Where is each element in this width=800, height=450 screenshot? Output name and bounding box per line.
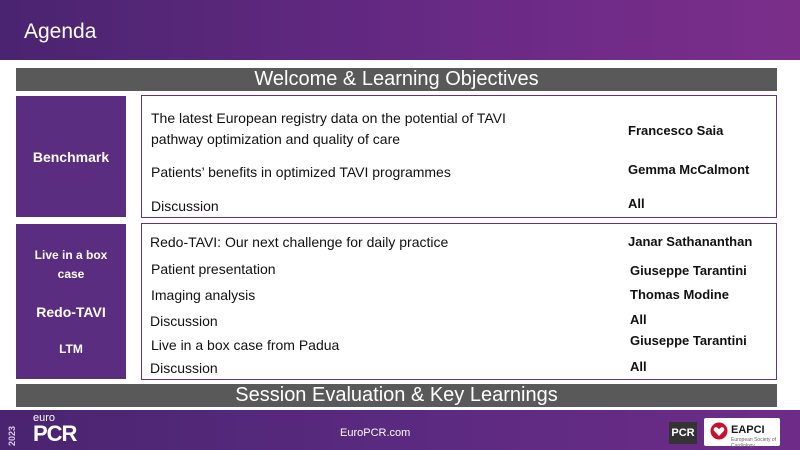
talk-title: Redo-TAVI: Our next challenge for daily practice (150, 234, 449, 250)
benchmark-label-block (16, 96, 126, 217)
live-label-line2: case (57, 267, 85, 281)
eapci-subtext: European Society of Cardiology (731, 437, 777, 449)
talk-title: Imaging analysis (151, 287, 256, 303)
pcr-badge: PCR (669, 422, 697, 444)
speaker-name: Gemma McCalmont (628, 162, 750, 177)
logo-year: 2023 (7, 425, 17, 446)
logo-euro: euro (33, 412, 56, 424)
title-bar (0, 0, 800, 60)
talk-title: Live in a box case from Padua (151, 337, 340, 353)
live-label-block (16, 224, 126, 379)
speaker-name: All (630, 312, 647, 327)
talk-title: Discussion (151, 198, 219, 214)
footer-url: EuroPCR.com (340, 427, 411, 439)
speaker-name: Janar Sathananthan (628, 234, 753, 249)
talk-title: Discussion (150, 360, 218, 376)
eapci-text: EAPCI (731, 424, 765, 436)
benchmark-label: Benchmark (32, 149, 110, 165)
heart-icon (710, 422, 728, 440)
talk-title: pathway optimization and quality of care (151, 131, 401, 147)
logo-pcr: PCR (33, 421, 77, 446)
section-evaluation: Session Evaluation & Key Learnings (16, 384, 777, 407)
live-label-sub: LTM (59, 342, 83, 356)
speaker-name: Giuseppe Tarantini (630, 333, 747, 348)
speaker-name: Francesco Saia (628, 123, 724, 138)
benchmark-agenda-box (141, 95, 777, 218)
talk-title: Discussion (150, 313, 218, 329)
talk-title: Patient presentation (151, 261, 276, 277)
speaker-name: Giuseppe Tarantini (630, 263, 747, 278)
section-welcome: Welcome & Learning Objectives (16, 68, 777, 91)
speaker-name: All (630, 359, 647, 374)
live-agenda-box (141, 223, 777, 380)
speaker-name: Thomas Modine (630, 287, 729, 302)
talk-title: Patients’ benefits in optimized TAVI programmes (151, 164, 451, 180)
talk-title: The latest European registry data on the potential of TAVI (151, 110, 506, 126)
live-label-line1: Live in a box (34, 248, 108, 262)
eapci-logo (704, 418, 780, 449)
page-title: Agenda (24, 20, 97, 43)
live-label-main: Redo-TAVI (36, 304, 106, 320)
speaker-name: All (628, 196, 645, 211)
